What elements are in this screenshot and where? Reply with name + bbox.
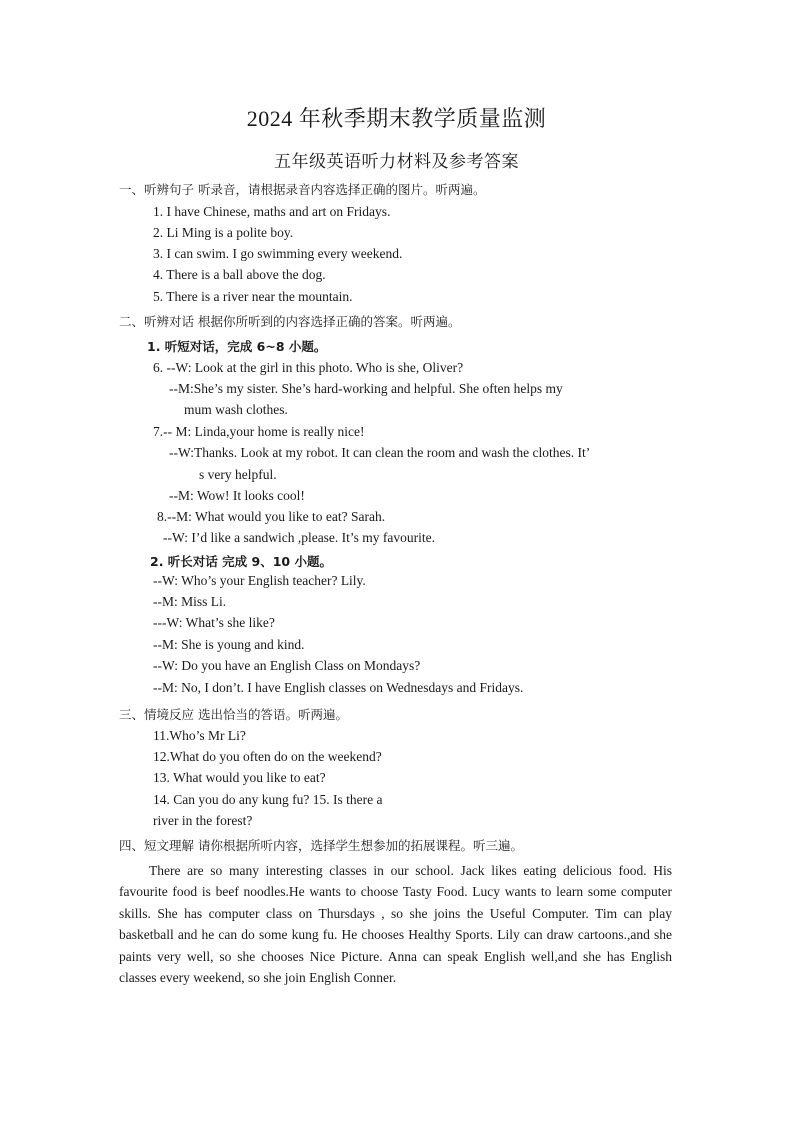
dialog-line: ---W: What’s she like? <box>153 615 275 630</box>
q8-line: 8.--M: What would you like to eat? Sarah. <box>157 509 386 524</box>
dialog-line: --W: Who’s your English teacher? Lily. <box>153 573 366 588</box>
dialog-line: --W: Do you have an English Class on Mondays? <box>153 658 421 673</box>
q7-line: s very helpful. <box>199 467 277 482</box>
q7-line: --M: Wow! It looks cool! <box>169 488 305 503</box>
section1-item: 2. Li Ming is a polite boy. <box>153 225 294 240</box>
section3-item: river in the forest? <box>153 813 253 828</box>
section2-part2-heading: 2. 听长对话 完成 9、10 小题。 <box>150 554 332 569</box>
section3-item: 13. What would you like to eat? <box>153 770 326 785</box>
dialog-line: --M: No, I don’t. I have English classes on Wednesdays and Fridays. <box>153 680 524 695</box>
dialog-line: --M: Miss Li. <box>153 594 227 609</box>
section4-passage: There are so many interesting classes in our school. Jack likes eating delicious food. His favourite food is beef noodles.He wants to choose Tasty Food. Lucy wants to learn some computer skills. She has computer class on Thursdays , so she joins the Useful Computer. Tim can play basketball and he can do some kung fu. He chooses Healthy Sports. Lily can draw cartoons.,and she paints very well, so she chooses Nice Picture. Anna can speak English well,and she has English classes every weekend, so she join English Conner. <box>119 863 672 986</box>
section2-heading: 二、听辨对话 根据你所听到的内容选择正确的答案。听两遍。 <box>119 314 461 329</box>
q6-line: mum wash clothes. <box>184 402 288 417</box>
section1-item: 3. I can swim. I go swimming every weekend. <box>153 246 403 261</box>
q8-line: --W: I’d like a sandwich ,please. It’s my favourite. <box>163 530 436 545</box>
page-subtitle: 五年级英语听力材料及参考答案 <box>274 152 519 171</box>
section2-part1-heading: 1. 听短对话，完成 6~8 小题。 <box>147 339 327 354</box>
section1-item: 1. I have Chinese, maths and art on Fridays. <box>153 204 391 219</box>
section3-heading: 三、情境反应 选出恰当的答语。听两遍。 <box>119 707 348 722</box>
section1-heading: 一、听辨句子 听录音，请根据录音内容选择正确的图片。听两遍。 <box>119 182 486 197</box>
q7-line: --W:Thanks. Look at my robot. It can clean the room and wash the clothes. It’ <box>169 445 591 460</box>
page-title: 2024 年秋季期末教学质量监测 <box>246 106 547 131</box>
section4-heading: 四、短文理解 请你根据所听内容，选择学生想参加的拓展课程。听三遍。 <box>119 838 523 853</box>
q7-line: 7.-- M: Linda,your home is really nice! <box>153 424 365 439</box>
section3-item: 12.What do you often do on the weekend? <box>153 749 382 764</box>
dialog-line: --M: She is young and kind. <box>153 637 305 652</box>
section3-item: 11.Who’s Mr Li? <box>153 728 246 743</box>
q6-line: 6. --W: Look at the girl in this photo. Who is she, Oliver? <box>153 360 464 375</box>
section1-item: 5. There is a river near the mountain. <box>153 289 353 304</box>
section3-item: 14. Can you do any kung fu? 15. Is there a <box>153 792 383 807</box>
section1-item: 4. There is a ball above the dog. <box>153 267 326 282</box>
q6-line: --M:She’s my sister. She’s hard-working and helpful. She often helps my <box>169 381 563 396</box>
